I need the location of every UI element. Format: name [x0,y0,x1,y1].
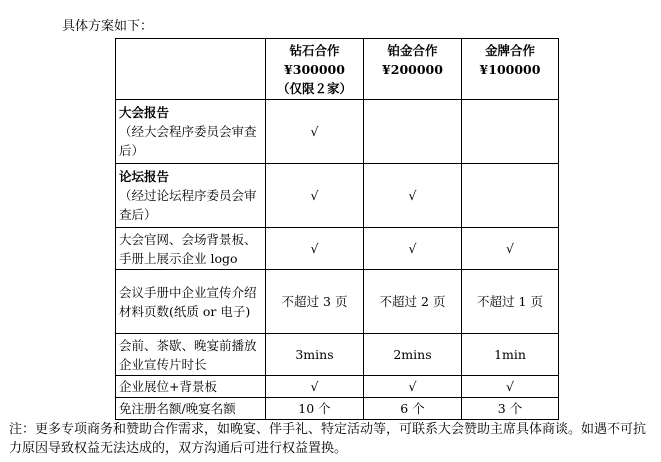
table-row [116,398,559,420]
row-title: 大会报告 [119,105,170,120]
table-row [116,270,559,334]
cell-platinum: 不超过 2 页 [364,270,462,334]
cell-platinum: √ [364,376,462,398]
tier-name: 金牌合作 [484,43,535,58]
cell-diamond: 10 个 [266,398,364,420]
cell-gold: 3 个 [462,398,559,420]
table-row [116,376,559,398]
row-label [116,100,266,164]
cell-gold [462,100,559,164]
cell-platinum: √ [364,228,462,270]
footnote [9,420,654,458]
cell-platinum: 2mins [364,334,462,376]
header-platinum [364,39,462,100]
table-row [116,164,559,228]
cell-diamond: √ [266,228,364,270]
header-empty-cell [116,39,266,100]
cell-gold: √ [462,228,559,270]
tier-name: 铂金合作 [387,43,438,58]
cell-gold [462,164,559,228]
cell-diamond: √ [266,164,364,228]
row-label: 会议手册中企业宣传介绍材料页数(纸质 or 电子) [116,270,266,334]
tier-price: ¥300000 [284,62,345,77]
sponsorship-table [115,38,559,420]
tier-price: ¥100000 [479,62,541,77]
row-desc: （经大会程序委员会审查后） [119,124,257,158]
row-label: 免注册名额/晚宴名额 [116,398,266,420]
cell-gold: 不超过 1 页 [462,270,559,334]
table-row [116,334,559,376]
cell-gold: √ [462,376,559,398]
cell-diamond: √ [266,100,364,164]
row-label [116,164,266,228]
row-desc: （经过论坛程序委员会审查后） [119,188,257,222]
cell-diamond: √ [266,376,364,398]
row-label: 企业展位+背景板 [116,376,266,398]
cell-platinum [364,100,462,164]
cell-gold: 1min [462,334,559,376]
tier-limit: （仅限２家） [276,81,352,96]
table-row [116,228,559,270]
footnote-text: 注：更多专项商务和赞助合作需求，如晚宴、伴手礼、特定活动等，可联系大会赞助主席具体商谈。如遇不可抗力原因导致权益无法达成的，双方沟通后可进行权益置换。 [9,422,647,456]
table-row [116,100,559,164]
cell-platinum: 6 个 [364,398,462,420]
row-label: 大会官网、会场背景板、手册上展示企业 logo [116,228,266,270]
cell-diamond: 不超过 3 页 [266,270,364,334]
cell-diamond: 3mins [266,334,364,376]
header-row [116,39,559,100]
header-diamond [266,39,364,100]
intro-text: 具体方案如下： [62,19,154,34]
cell-platinum: √ [364,164,462,228]
row-title: 论坛报告 [119,169,170,184]
tier-price: ¥200000 [382,62,443,77]
row-label: 会前、茶歇、晚宴前播放企业宣传片时长 [116,334,266,376]
header-gold [462,39,559,100]
tier-name: 钻石合作 [289,43,340,58]
